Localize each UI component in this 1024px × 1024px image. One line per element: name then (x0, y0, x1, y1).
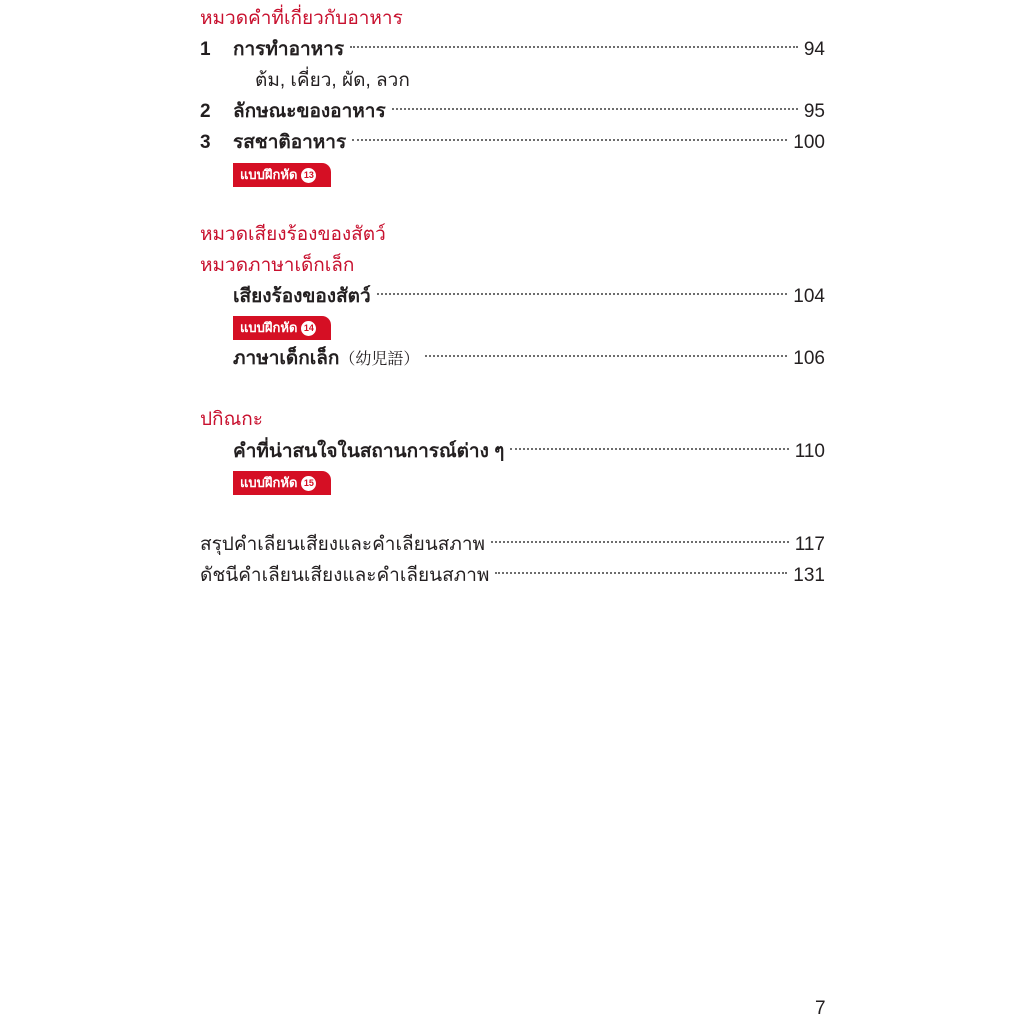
entry-title: ลักษณะของอาหาร (233, 101, 386, 122)
entry-page: 94 (803, 39, 825, 60)
section-heading-baby-language: หมวดภาษาเด็กเล็ก (200, 255, 355, 276)
entry-page: 95 (803, 101, 825, 122)
toc-entry-baby-language[interactable] (200, 343, 825, 374)
dot-leader (377, 293, 788, 295)
dot-leader (352, 139, 787, 141)
entry-title: เสียงร้องของสัตว์ (233, 286, 371, 307)
exercise-label: แบบฝึกหัด (240, 167, 298, 182)
dot-leader (392, 108, 798, 110)
toc-entry-situational-words[interactable] (200, 436, 825, 467)
entry-number: 2 (200, 101, 211, 122)
toc-entry-cooking[interactable] (200, 34, 825, 65)
exercise-label: แบบฝึกหัด (240, 320, 298, 335)
exercise-number-badge: 15 (301, 476, 316, 491)
dot-leader (491, 541, 789, 543)
entry-title-text: ภาษาเด็กเล็ก (233, 348, 340, 369)
toc-entry-food-characteristics[interactable] (200, 96, 825, 127)
exercise-number-badge: 14 (301, 321, 316, 336)
entry-title: ดัชนีคำเลียนเสียงและคำเลียนสภาพ (200, 565, 490, 586)
entry-title: การทำอาหาร (233, 39, 345, 60)
entry-number: 3 (200, 132, 211, 153)
entry-page: 131 (793, 565, 825, 586)
dot-leader (425, 355, 787, 357)
exercise-tag-13[interactable] (233, 163, 331, 187)
exercise-label: แบบฝึกหัด (240, 475, 298, 490)
entry-title: สรุปคำเลียนเสียงและคำเลียนสภาพ (200, 534, 486, 555)
page-number: 7 (815, 998, 826, 1019)
entry-page: 110 (794, 441, 825, 462)
entry-number: 1 (200, 39, 211, 60)
section-heading-animal-sounds: หมวดเสียงร้องของสัตว์ (200, 224, 386, 245)
entry-title (233, 343, 419, 375)
entry-page: 117 (794, 534, 825, 555)
entry-page: 100 (793, 132, 825, 153)
dot-leader (510, 448, 788, 450)
entry-title: คำที่น่าสนใจในสถานการณ์ต่าง ๆ (233, 441, 505, 462)
entry-title: รสชาติอาหาร (233, 132, 347, 153)
entry-subtext: ต้ม, เคี่ยว, ผัด, ลวก (255, 70, 410, 91)
section-heading-misc: ปกิณกะ (200, 409, 263, 430)
dot-leader (495, 572, 787, 574)
exercise-tag-14[interactable] (233, 316, 331, 340)
section-heading-food: หมวดคำที่เกี่ยวกับอาหาร (200, 8, 403, 29)
entry-page: 106 (793, 348, 825, 369)
entry-page: 104 (793, 286, 825, 307)
exercise-tag-15[interactable] (233, 471, 331, 495)
toc-entry-summary[interactable] (200, 529, 825, 560)
dot-leader (350, 46, 798, 48)
toc-entry-animal-sounds[interactable] (200, 281, 825, 312)
entry-title-note: （幼児語） (339, 351, 420, 368)
toc-entry-food-taste[interactable] (200, 127, 825, 158)
toc-entry-index[interactable] (200, 560, 825, 591)
exercise-number-badge: 13 (301, 168, 316, 183)
